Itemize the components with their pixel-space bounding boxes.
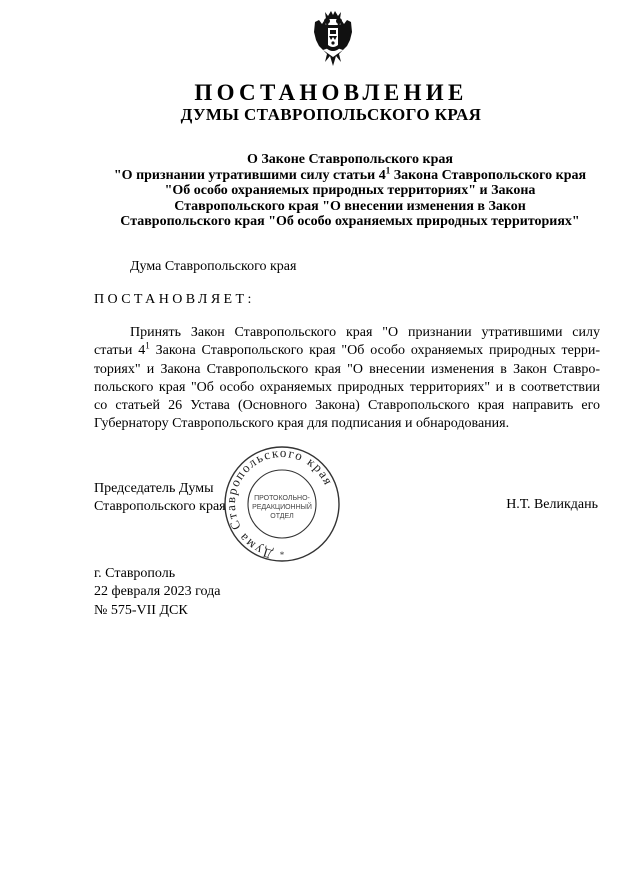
- paragraph-line: Принять Закон Ставропольского края "О признании утратившими силу: [130, 325, 600, 340]
- resolution-paragraph: [94, 324, 600, 434]
- stamp-center-line: ПРОТОКОЛЬНО-: [254, 495, 310, 502]
- paragraph-line: ториях" и Закона Ставропольского края "О внесении изменения в Закон Ставро-: [94, 361, 600, 377]
- subject-line: "О признании утратившими силу статьи $4^1$ Закона Ставропольского края: [113, 164, 587, 183]
- document-footer: [94, 565, 221, 620]
- issue-city: г. Ставрополь: [94, 566, 176, 581]
- paragraph-line: со статьей 26 Устава (Основного Закона) Ставропольского края направить его: [94, 398, 600, 414]
- document-title: ПОСТАНОВЛЕНИЕ: [194, 80, 468, 105]
- stamp-center-line: РЕДАКЦИОННЫЙ: [252, 504, 312, 511]
- stamp-ring-text: Дума Ставропольского края: [222, 444, 337, 562]
- document-subtitle: ДУМЫ СТАВРОПОЛЬСКОГО КРАЯ: [180, 105, 482, 124]
- signatory-name: Н.Т. Великдань: [506, 497, 598, 512]
- position-line: Ставропольского края: [94, 499, 226, 515]
- position-line: Председатель Думы: [94, 481, 214, 496]
- document-subject: [90, 152, 610, 230]
- subject-line: О Законе Ставропольского края: [247, 152, 453, 167]
- stamp-center-line: ОТДЕЛ: [270, 513, 294, 520]
- coat-of-arms-icon: [313, 10, 353, 68]
- paragraph-line: польского края "Об особо охраняемых природных территориях" и в соответствии: [94, 379, 600, 395]
- stamp-star-icon: *: [279, 550, 285, 560]
- subject-line: Ставропольского края "О внесении изменения в Закон: [174, 198, 526, 214]
- official-stamp: [222, 443, 342, 565]
- paragraph-line: Губернатору Ставропольского края для подписания и обнародования.: [94, 416, 510, 432]
- document-number: № 575-VII ДСК: [94, 602, 188, 618]
- subject-line: "Об особо охраняемых природных территориях" и Закона: [164, 183, 536, 198]
- issuing-body: Дума Ставропольского края: [130, 259, 297, 274]
- subject-line: Ставропольского края "Об особо охраняемых природных территориях": [120, 214, 580, 229]
- resolves-heading: ПОСТАНОВЛЯЕТ:: [94, 292, 255, 307]
- paragraph-line: статьи $4^1$ Закона Ставропольского края "Об особо охраняемых природных терри-: [94, 340, 600, 359]
- issue-date: 22 февраля 2023 года: [94, 584, 221, 600]
- signatory-position: [94, 480, 226, 517]
